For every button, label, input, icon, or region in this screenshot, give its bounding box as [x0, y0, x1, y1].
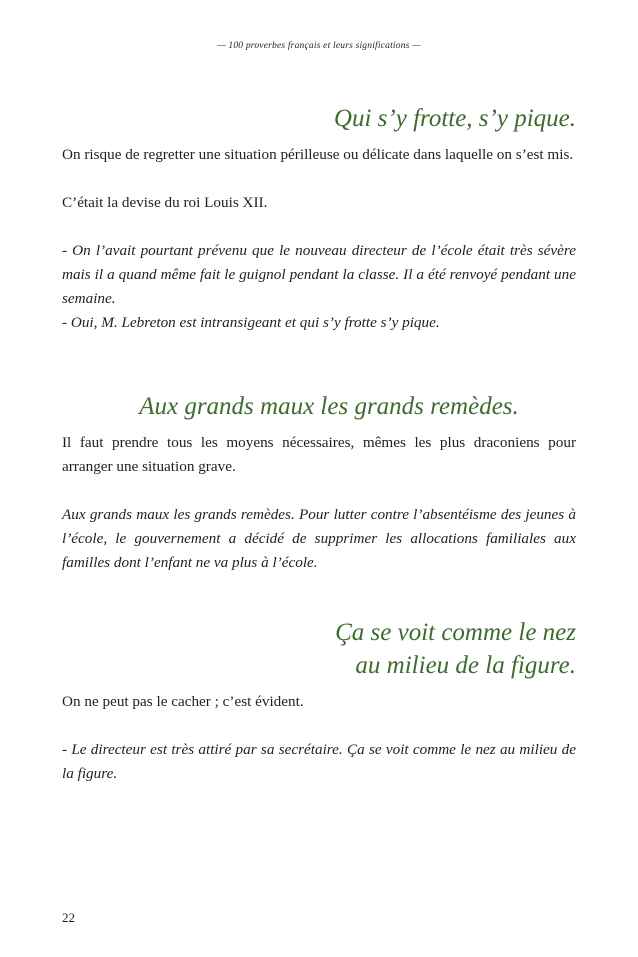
proverb-meaning: On risque de regretter une situation périlleuse ou délicate dans laquelle on s’est mis.: [62, 146, 574, 163]
proverb-meaning: Il faut prendre tous les moyens nécessaires, mêmes les plus draconiens pour arranger une situation grave.: [62, 434, 576, 475]
proverb-meaning: On ne peut pas le cacher ; c’est évident.: [62, 693, 304, 710]
spacer: [62, 479, 576, 503]
spacer: [62, 714, 576, 738]
proverb-title-line-1: Ça se voit comme le nez: [335, 619, 576, 646]
proverb-title-line-2: au milieu de la figure.: [355, 652, 576, 679]
proverb-title: Qui s’y frotte, s’y pique.: [333, 105, 576, 132]
page-number: 22: [62, 910, 75, 925]
proverb-note: C’était la devise du roi Louis XII.: [62, 194, 268, 211]
proverb-section-1: [62, 102, 576, 335]
proverb-example: Aux grands maux les grands remèdes. Pour lutter contre l’absentéisme des jeunes à l’école, le gouvernement a décidé de supprimer les allocations familiales aux familles dont l’enfant ne va plus à l’école.: [62, 506, 576, 571]
proverb-example: - On l’avait pourtant prévenu que le nouveau directeur de l’école était très sévère mais il a quand même fait le guignol pendant la classe. Il a été renvoyé pendant une semaine.: [62, 242, 576, 307]
proverb-title: Aux grands maux les grands remèdes.: [139, 393, 519, 420]
proverb-example-reply: - Oui, M. Lebreton est intransigeant et qui s’y frotte s’y pique.: [62, 314, 440, 331]
running-header: — 100 proverbes français et leurs significations —: [217, 41, 421, 51]
proverb-example: - Le directeur est très attiré par sa secrétaire. Ça se voit comme le nez au milieu de la figure.: [62, 741, 576, 782]
proverb-section-2: [62, 390, 576, 575]
proverb-section-3: [62, 616, 576, 786]
spacer: [62, 167, 576, 191]
spacer: [62, 215, 576, 239]
